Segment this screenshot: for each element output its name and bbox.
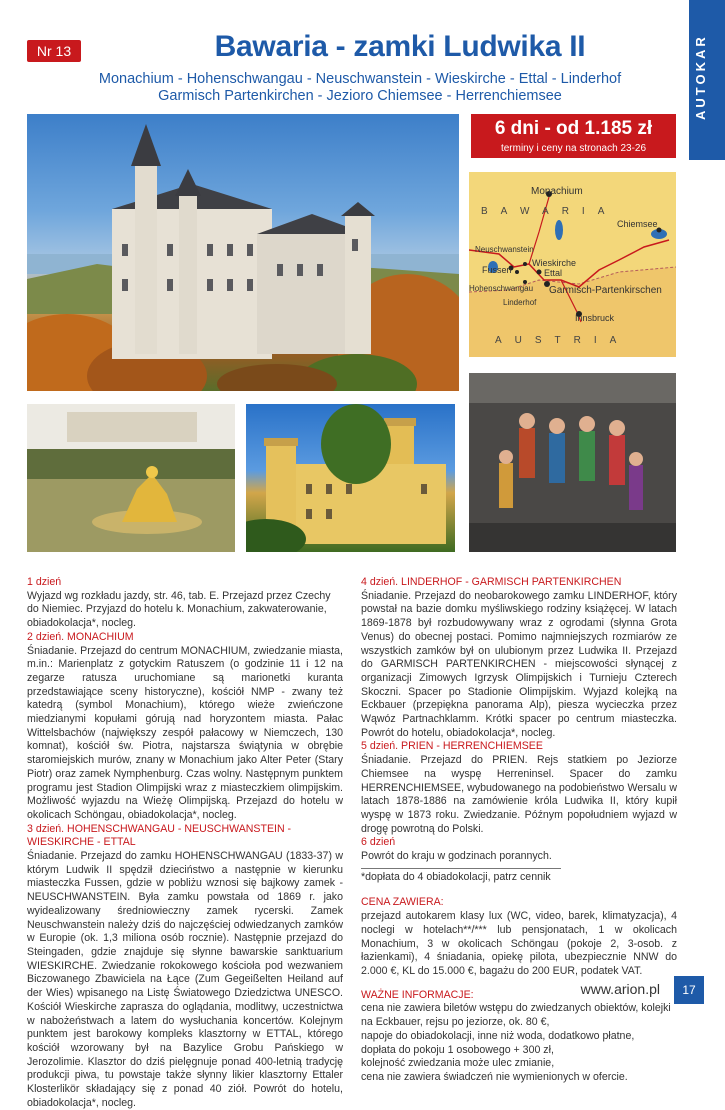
- map-label-linderhof: Linderhof: [503, 298, 537, 307]
- day1-heading: 1 dzień: [27, 576, 62, 588]
- price-banner: [471, 114, 676, 158]
- day3-text: Śniadanie. Przejazd do zamku HOHENSCHWANGAU (1833-37) w którym Ludwik II spędził dzieciństwo a następnie w kierunku miasteczka Fussen, gdzie w pobliżu wznosi się bajkowy zamek - NEUSCHWANSTEIN. Była zamku powstała od 1869 r. jako wyidealizowany średniowieczny zamek rycerski. Zamek Neuschwanstein należy dziś do najczęściej odwiedzanych zamków w Europie (ok. 1,3 miliona osób rocznie). Następnie przejazd do Steingaden, gdzie znajduje się słynne bawarskie sanktuarium WIESKIRCHE. Zwiedzanie rokokowego kościoła pod wezwaniem Biczowanego Zbawiciela na Łące (Zum Gegeißelten Heiland auf der Wies) wpisanego na Listę Światowego Dziedzictwa UNESCO. Kościół Wieskirche zaprasza do oglądania, modlitwy, uczestnictwa w nabożeństwach a latem do wysłuchania koncertów. Kolejnym punktem jest barokowy kompleks klasztorny w ETTAL, którego kościół wzorowany był na Bazylice Grobu Pańskiego w Jerozolimie. Klasztor do dziś pielęgnuje ponad 400-letnią tradycję produkcji piwa, tu powstaje także słynny likier klasztorny Ettaler Klosterlikör składający się z ponad 40 ziół. Powrót do hotelu, obiadokolacja*, nocleg.: [27, 850, 343, 1109]
- itinerary-right-column: [361, 576, 677, 1085]
- route-subtitle-line2: Garmisch Partenkirchen - Jezioro Chiemsee - Herrenchiemsee: [158, 88, 562, 104]
- day4-text: Śniadanie. Przejazd do neobarokowego zamku LINDERHOF, który powstał na bazie domku myśliwskiego rodziny książęcej. W latach 1869-1878 był rozbudowywany wraz z ogrodami (słynna Grota Venus) do obecnej postaci. Pomimo najmniejszych rozmiarów ze wszystkich zamków był on ulubionym przez Ludwika II. Przejazd do GARMISCH PARTENKIRCHEN - miejscowości słynącej z organizacji Zimowych Igrzysk Olimpijskich i Turnieju Czterech Skoczni. Spacer po Stadionie Olimpijskim. Wyjazd kolejką na Eckbauer (przepiękna panorama Alp), piesza wycieczka przez Wąwóz Partnachklamm. Krótki spacer po centrum miasteczka. Powrót do hotelu, obiadokolacja*, nocleg.: [361, 589, 677, 739]
- day2-heading: 2 dzień. MONACHIUM: [27, 630, 134, 643]
- price-note: terminy i ceny na stronach 23-26: [500, 143, 647, 154]
- info-line: dopłata do pokoju 1 osobowego + 300 zł,: [361, 1043, 554, 1056]
- glockenspiel-figures-photo: [469, 373, 676, 552]
- day3-heading: 3 dzień. HOHENSCHWANGAU - NEUSCHWANSTEIN - WIESKIRCHE - ETTAL: [27, 822, 292, 849]
- map-label-fussen: Fussen: [482, 265, 512, 275]
- map-label-wieskirche: Wieskirche: [532, 258, 577, 268]
- info-line: kolejność zwiedzania może ulec zmianie,: [361, 1057, 555, 1070]
- day6-heading: 6 dzień: [361, 836, 396, 849]
- map-label-monachium: Monachium: [531, 186, 583, 197]
- itinerary-left-column: [27, 576, 343, 1110]
- neuschwanstein-castle-photo: [27, 114, 459, 391]
- website-url: www.arion.pl: [580, 981, 660, 997]
- day4-heading: 4 dzień. LINDERHOF - GARMISCH PARTENKIRCHEN: [361, 576, 622, 588]
- price-label: 6 dni - od 1.185 zł: [494, 118, 653, 139]
- tour-number-badge: Nr 13: [27, 40, 81, 62]
- map-label-innsbruck: Innsbruck: [575, 313, 615, 323]
- day2-text: Śniadanie. Przejazd do centrum MONACHIUM, zwiedzanie miasta, m.in.: Marienplatz z gotyckim Ratuszem (o godzinie 11 i 12 na zegarze ratusza uruchomiane są marionetki kuranta przedstawiające sceny historyczne), kościół NMP - zwany też katedrą (symbol Monachium), którego wieże zwieńczone miedzianymi kopułami górują nad horyzontem miasta. Pałac Wittelsbachów (największy zespół pałacowy w Niemczech, 130 komnat), kościół św. Piotra, najstarsza świątynia w obrębie staromiejskich murów, znany w Monachium jako Alter Peter (Stary Piotr) oraz zamek Nymphenburg. Czas wolny. Następnym punktem programu jest Stadion Olimpijski wraz z miasteczkiem olimpijskim. Możliwość wyjazdu na Wieżę Olimpijską. Przejazd do hotelu w okolicach Schöngau, obiadokolacja*, nocleg.: [27, 644, 343, 821]
- map-label-ettal: Ettal: [544, 268, 563, 278]
- day5-text: Śniadanie. Przejazd do PRIEN. Rejs statkiem po Jeziorze Chiemsee na wyspę Herreninsel. Spacer do zamku HERRENCHIEMSEE, wybudowanego na podobieństwo Wersalu w latach 1878-1886 na zamówienie króla Ludwika II, który kupił wyspę w 1873 roku. Zwiedzanie. Późnym popołudniem wyjazd w drogę powrotną do Polski.: [361, 754, 677, 835]
- linderhof-fountain-photo: [27, 404, 235, 552]
- day5-heading: 5 dzień. PRIEN - HERRENCHIEMSEE: [361, 740, 543, 753]
- info-line: cena nie zawiera biletów wstępu do zwiedzanych obiektów, kolejki na Eckbauer, rejsu po jeziorze, ok. 80 €,: [361, 1002, 671, 1029]
- route-map: [469, 172, 676, 357]
- page-title: Bawaria - zamki Ludwika II: [214, 30, 586, 63]
- info-line: napoje do obiadokolacji, inne niż woda, dodatkowo płatne,: [361, 1029, 635, 1042]
- important-info-heading: WAŻNE INFORMACJE:: [361, 988, 474, 1001]
- footnote: *dopłata do 4 obiadokolacji, patrz cennik: [361, 870, 551, 883]
- map-region-austria: AUSTRIA: [495, 335, 630, 346]
- map-label-neuschwanstein: Neuschwanstein: [475, 245, 534, 254]
- hohenschwangau-castle-photo: [246, 404, 455, 552]
- map-label-chiemsee: Chiemsee: [617, 219, 658, 229]
- map-label-garmisch: Garmisch-Partenkirschen: [549, 285, 662, 296]
- route-subtitle-line1: Monachium - Hohenschwangau - Neuschwanstein - Wieskirche - Ettal - Linderhof: [98, 71, 622, 87]
- price-includes-text: przejazd autokarem klasy lux (WC, video, barek, klimatyzacja), 4 noclegi w hotelach**/*** lub pensjonatach, 1 w okolicach Monachium, 3 w okolicach Schöngau (pokoje 2, 3-osob. z łazienkami), 4 śniadania, opiekę pilota, ubezpiecznie NNW do 2.000 €, KL do 15.000 €, bagażu do 200 EUR, podatek VAT.: [361, 910, 677, 977]
- map-region-bawaria: BAWARIA: [481, 206, 618, 217]
- divider: [361, 868, 561, 869]
- category-label: AUTOKAR: [693, 34, 708, 120]
- price-includes-heading: CENA ZAWIERA:: [361, 896, 444, 909]
- info-line: cena nie zawiera świadczeń nie wymienionych w ofercie.: [361, 1070, 628, 1083]
- map-label-hohenschwangau: Hohenschwangau: [469, 284, 534, 293]
- day1-text: Wyjazd wg rozkładu jazdy, str. 46, tab. E. Przejazd przez Czechy do Niemiec. Przyjazd do hotelu k. Monachium, zakwaterowanie, obiadokolacja*, nocleg.: [27, 589, 331, 630]
- page-number: 17: [674, 976, 704, 1004]
- category-side-tab: [689, 0, 725, 160]
- day6-text: Powrót do kraju w godzinach porannych.: [361, 850, 552, 863]
